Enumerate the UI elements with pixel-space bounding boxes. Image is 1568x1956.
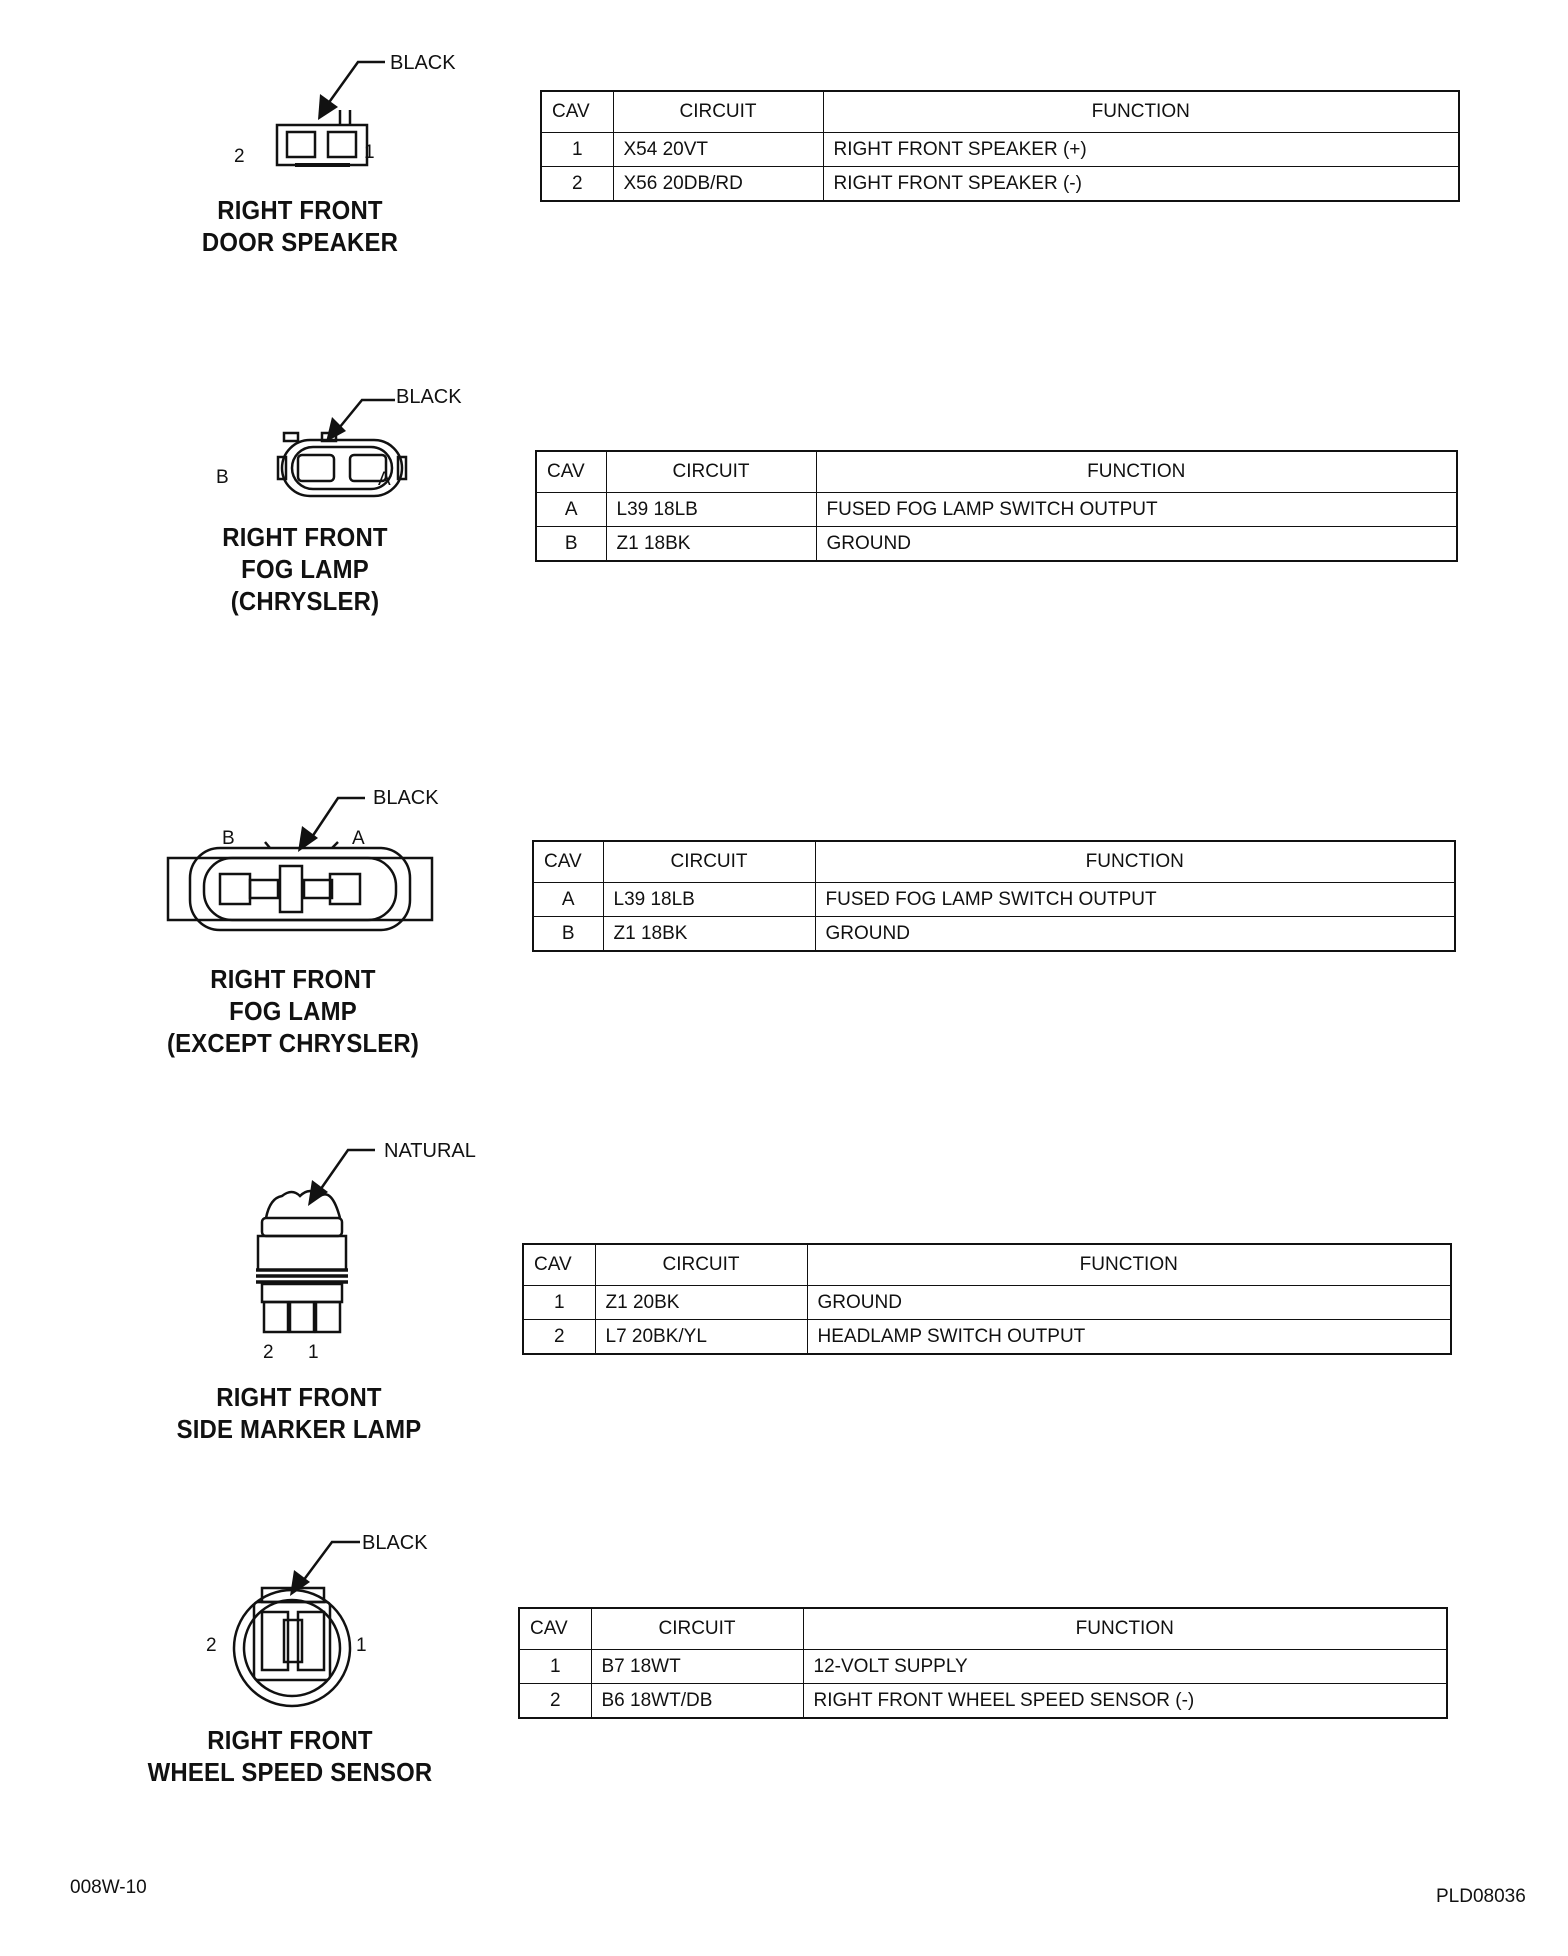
pinout-table (540, 90, 1460, 202)
pin-label-right: 1 (356, 1635, 367, 1656)
connector-title: RIGHT FRONT WHEEL SPEED SENSOR (147, 1725, 433, 1787)
circuit-cell: B7 18WT (591, 1650, 803, 1684)
cav-cell: 1 (519, 1650, 591, 1684)
connector-title: RIGHT FRONT DOOR SPEAKER (201, 195, 399, 257)
cav-cell: 1 (541, 133, 613, 167)
circuit-cell: X54 20VT (613, 133, 823, 167)
function-cell: FUSED FOG LAMP SWITCH OUTPUT (815, 883, 1455, 917)
circuit-cell: L39 18LB (606, 493, 816, 527)
pinout-table (518, 1607, 1448, 1719)
header-cav: CAV (541, 91, 613, 133)
header-circuit: CIRCUIT (606, 451, 816, 493)
connector-color-label: NATURAL (384, 1140, 476, 1162)
function-cell: FUSED FOG LAMP SWITCH OUTPUT (816, 493, 1457, 527)
circuit-cell: Z1 20BK (595, 1286, 807, 1320)
table-header-row (541, 91, 1459, 133)
table-header-row (523, 1244, 1451, 1286)
circuit-cell: X56 20DB/RD (613, 167, 823, 202)
pin-label-right: 1 (308, 1342, 319, 1363)
cav-cell: A (533, 883, 603, 917)
header-cav: CAV (533, 841, 603, 883)
table-row (523, 1286, 1451, 1320)
table-row (533, 917, 1455, 952)
header-cav: CAV (519, 1608, 591, 1650)
pinout-table (532, 840, 1456, 952)
connector-color-label: BLACK (373, 787, 439, 809)
pin-label-right: A (378, 469, 391, 490)
pin-label-right: 1 (364, 142, 375, 163)
table-header-row (519, 1608, 1447, 1650)
connector-color-label: BLACK (362, 1532, 428, 1554)
header-cav: CAV (523, 1244, 595, 1286)
table-row (519, 1650, 1447, 1684)
function-cell: GROUND (807, 1286, 1451, 1320)
table-row (536, 527, 1457, 562)
table-row (541, 133, 1459, 167)
header-circuit: CIRCUIT (613, 91, 823, 133)
pin-label-right: A (352, 828, 365, 849)
pinout-table (535, 450, 1458, 562)
function-cell: GROUND (816, 527, 1457, 562)
table-row (533, 883, 1455, 917)
cav-cell: B (533, 917, 603, 952)
wheel-speed-sensor-connector-drawing (210, 1530, 450, 1720)
table-row (519, 1684, 1447, 1719)
pin-label-left: B (216, 467, 229, 488)
header-function: FUNCTION (803, 1608, 1447, 1650)
table-row (541, 167, 1459, 202)
pinout-table (522, 1243, 1452, 1355)
cav-cell: 2 (523, 1320, 595, 1355)
circuit-cell: L39 18LB (603, 883, 815, 917)
cav-cell: 2 (519, 1684, 591, 1719)
connector-title: RIGHT FRONT SIDE MARKER LAMP (176, 1382, 422, 1444)
pin-label-left: 2 (234, 146, 245, 167)
cav-cell: 1 (523, 1286, 595, 1320)
circuit-cell: B6 18WT/DB (591, 1684, 803, 1719)
function-cell: 12-VOLT SUPPLY (803, 1650, 1447, 1684)
header-function: FUNCTION (823, 91, 1459, 133)
connector-color-label: BLACK (396, 386, 462, 408)
table-row (536, 493, 1457, 527)
function-cell: RIGHT FRONT WHEEL SPEED SENSOR (-) (803, 1684, 1447, 1719)
header-function: FUNCTION (815, 841, 1455, 883)
side-marker-lamp-connector-drawing (240, 1138, 480, 1358)
pin-label-left: B (222, 828, 235, 849)
circuit-cell: L7 20BK/YL (595, 1320, 807, 1355)
header-function: FUNCTION (816, 451, 1457, 493)
header-circuit: CIRCUIT (603, 841, 815, 883)
function-cell: GROUND (815, 917, 1455, 952)
function-cell: HEADLAMP SWITCH OUTPUT (807, 1320, 1451, 1355)
circuit-cell: Z1 18BK (603, 917, 815, 952)
connector-title: RIGHT FRONT FOG LAMP (CHRYSLER) (222, 522, 388, 616)
header-cav: CAV (536, 451, 606, 493)
fog-lamp-except-chrysler-connector-drawing (160, 790, 460, 950)
header-circuit: CIRCUIT (595, 1244, 807, 1286)
circuit-cell: Z1 18BK (606, 527, 816, 562)
cav-cell: 2 (541, 167, 613, 202)
header-circuit: CIRCUIT (591, 1608, 803, 1650)
pin-label-left: 2 (206, 1635, 217, 1656)
figure-code-right: PLD08036 (1436, 1886, 1526, 1907)
pin-label-left: 2 (263, 1342, 274, 1363)
table-row (523, 1320, 1451, 1355)
cav-cell: A (536, 493, 606, 527)
table-header-row (533, 841, 1455, 883)
function-cell: RIGHT FRONT SPEAKER (+) (823, 133, 1459, 167)
cav-cell: B (536, 527, 606, 562)
function-cell: RIGHT FRONT SPEAKER (-) (823, 167, 1459, 202)
connector-color-label: BLACK (390, 52, 456, 74)
figure-code-left: 008W-10 (70, 1877, 147, 1898)
header-function: FUNCTION (807, 1244, 1451, 1286)
table-header-row (536, 451, 1457, 493)
connector-title: RIGHT FRONT FOG LAMP (EXCEPT CHRYSLER) (166, 964, 420, 1058)
